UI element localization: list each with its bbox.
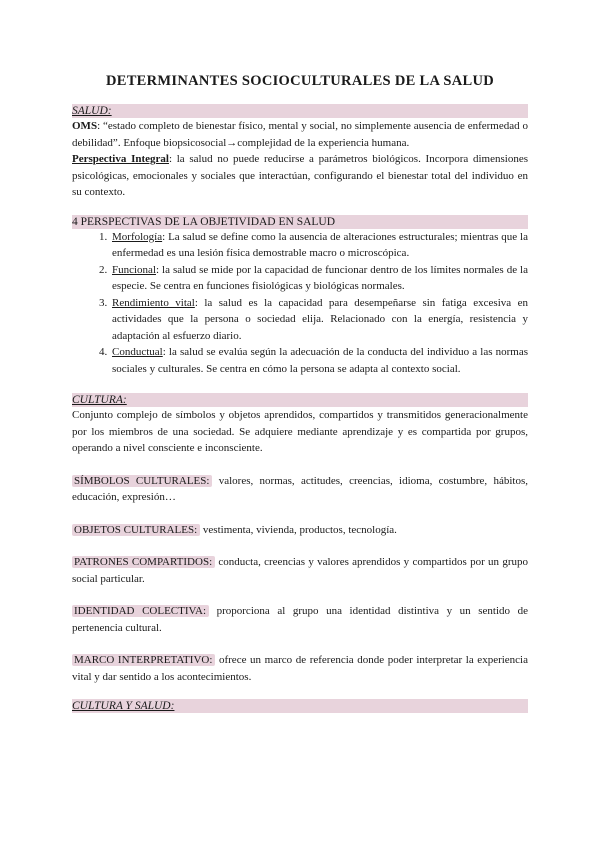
oms-label: OMS (72, 120, 98, 132)
concept-label: OBJETOS CULTURALES: (72, 524, 200, 536)
concept-text: conducta, creencias y valores aprendidos y compartidos por un grupo social particular. (72, 556, 528, 585)
item-text: : la salud es la capacidad para desempeñarse sin fatiga excesiva en actividades que la persona o sociedad elija. Relacionado con la energía, resistencia y adaptación al esfuerzo diario. (112, 296, 528, 342)
concept-text: proporciona al grupo una identidad distintiva y un sentido de pertenencia cultural. (72, 605, 528, 634)
list-item (110, 295, 528, 345)
concept-objetos (72, 522, 528, 539)
oms-text: : “estado completo de bienestar físico, mental y social, no simplemente ausencia de enfermedad o debilidad”. Enfoque biopsicosocial→complejidad de la experiencia humana. (72, 120, 528, 149)
section-heading-cultura-salud: CULTURA Y SALUD: (72, 699, 528, 713)
section-cultura-salud (72, 699, 528, 713)
section-salud (72, 104, 528, 201)
section-heading-cultura: CULTURA: (72, 393, 528, 407)
cultura-paragraph: Conjunto complejo de símbolos y objetos aprendidos, compartidos y transmitidos generacionalmente por los miembros de una sociedad. Se adquiere mediante aprendizaje y es compartida por grupos, operando a nivel consciente e inconsciente. (72, 409, 528, 454)
oms-paragraph (72, 118, 528, 151)
integral-paragraph (72, 151, 528, 201)
document-page (72, 72, 528, 713)
item-text: : La salud se define como la ausencia de alteraciones estructurales; mientras que la enfermedad es una lesión física demostrable macro o microscópica. (112, 230, 528, 259)
concept-marco (72, 652, 528, 685)
document-title: DETERMINANTES SOCIOCULTURALES DE LA SALUD (105, 73, 495, 89)
list-item (110, 229, 528, 262)
concept-label: PATRONES COMPARTIDOS: (72, 556, 215, 568)
concept-label: SÍMBOLOS CULTURALES: (72, 475, 212, 487)
list-item (110, 262, 528, 295)
item-text: : la salud se mide por la capacidad de funcionar dentro de los límites normales de la especie. Se centra en funciones fisiológicas y biológicas normales. (112, 263, 528, 292)
concept-identidad (72, 603, 528, 636)
concept-patrones (72, 554, 528, 587)
concept-text: valores, normas, actitudes, creencias, idioma, costumbre, hábitos, educación, expresión… (72, 474, 528, 503)
concept-simbolos (72, 473, 528, 506)
list-item (110, 344, 528, 377)
concept-label: IDENTIDAD COLECTIVA: (72, 605, 209, 617)
integral-text: : la salud no puede reducirse a parámetros biológicos. Incorpora dimensiones psicológicas, emocionales y sociales que interactúan, configurando el bienestar total del individuo en su contexto. (72, 153, 528, 198)
item-label: Funcional (112, 263, 156, 276)
section-heading-perspectivas: 4 PERSPECTIVAS DE LA OBJETIVIDAD EN SALUD (72, 215, 528, 229)
item-text: : la salud se evalúa según la adecuación de la conducta del individuo a las normas sociales y culturales. Se centra en cómo la persona se adapta al contexto social. (112, 346, 528, 375)
item-label: Morfología (112, 230, 163, 243)
section-perspectivas (72, 215, 528, 378)
item-label: Rendimiento vital (112, 296, 195, 309)
section-heading-salud: SALUD: (72, 104, 528, 118)
perspectivas-list (72, 229, 528, 378)
section-cultura (72, 393, 528, 457)
concept-text: vestimenta, vivienda, productos, tecnología. (200, 523, 397, 536)
concept-text: ofrece un marco de referencia donde poder interpretar la experiencia vital y dar sentido a los acontecimientos. (72, 654, 528, 683)
concept-label: MARCO INTERPRETATIVO: (72, 654, 215, 666)
integral-label: Perspectiva Integral (72, 153, 169, 165)
item-label: Conductual (112, 346, 163, 358)
